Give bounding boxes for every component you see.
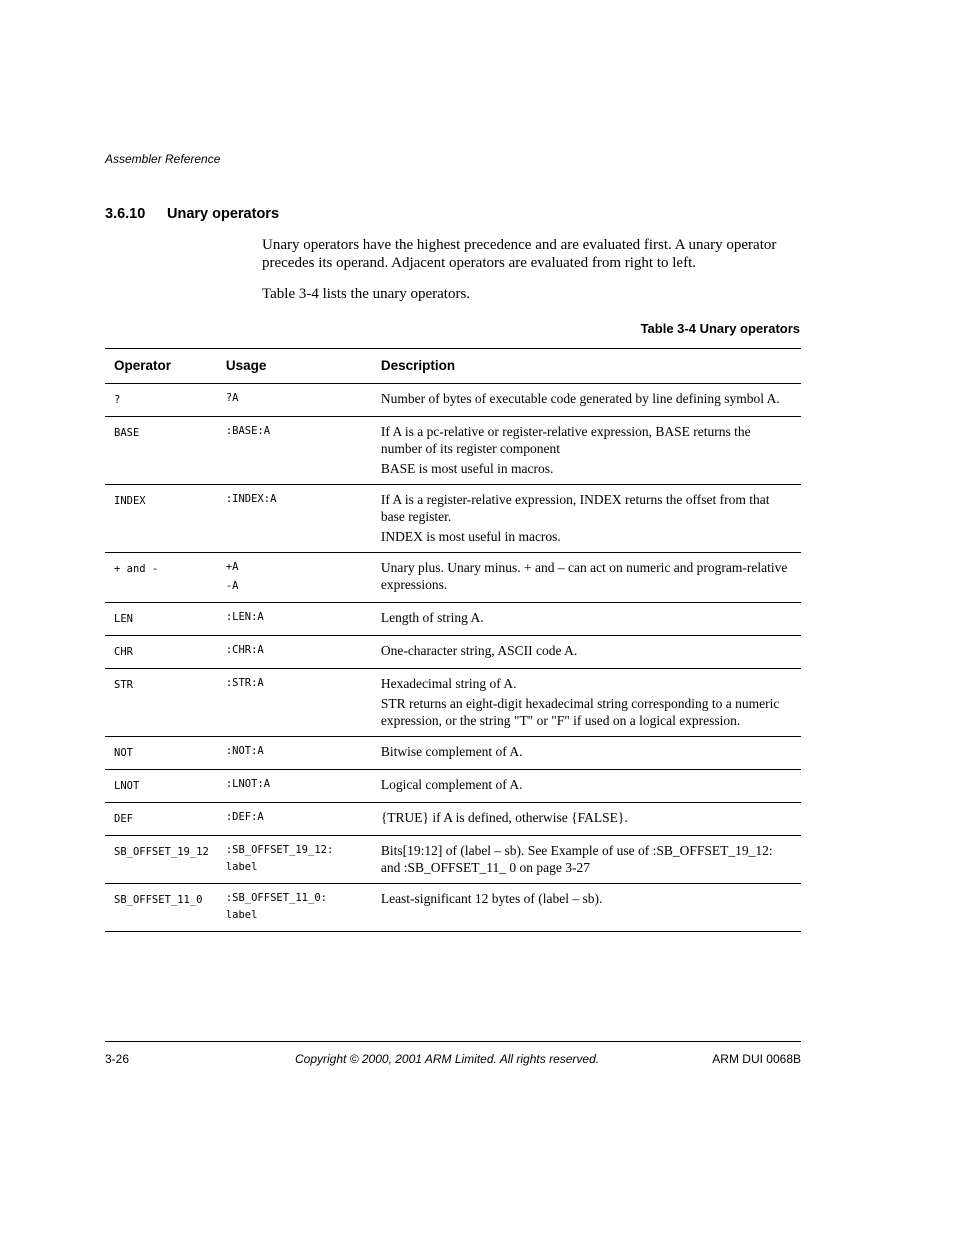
- description-cell: If A is a pc-relative or register-relative expression, BASE returns the number of its register component: [380, 424, 751, 456]
- section-heading: [105, 206, 279, 222]
- table-caption: Table 3-4 Unary operators: [640, 321, 800, 336]
- table-row: [105, 737, 801, 770]
- running-header: Assembler Reference: [105, 152, 221, 166]
- description-cell: Logical complement of A.: [380, 777, 523, 792]
- column-header-description: Description: [372, 349, 801, 384]
- usage-cell: :STR:A: [225, 677, 264, 689]
- usage-cell: :CHR:A: [225, 644, 264, 656]
- usage-cell: :LNOT:A: [225, 778, 271, 790]
- usage-cell: +A: [225, 561, 239, 573]
- description-note: INDEX is most useful in macros.: [380, 529, 561, 544]
- description-cell: One-character string, ASCII code A.: [380, 643, 578, 658]
- operator-cell: INDEX: [114, 495, 146, 507]
- column-header-usage: Usage: [217, 349, 372, 384]
- usage-cell: :BASE:A: [225, 425, 271, 437]
- table-row: [105, 603, 801, 636]
- section-number: 3.6.10: [105, 206, 146, 222]
- section-title: Unary operators: [167, 206, 280, 222]
- usage-cell: ?A: [225, 392, 239, 404]
- operator-cell: SB_OFFSET_19_12: [114, 846, 209, 858]
- operator-cell: + and -: [114, 563, 159, 575]
- usage-cell: :NOT:A: [225, 745, 264, 757]
- intro-text: [262, 236, 802, 316]
- intro-paragraph: Unary operators have the highest precedence and are evaluated first. A unary operator precedes its operand. Adjacent operators are evaluated from right to left.: [262, 237, 777, 271]
- operator-cell: BASE: [114, 427, 140, 439]
- table-row: [105, 384, 801, 417]
- description-cell: If A is a register-relative expression, INDEX returns the offset from that base register.: [380, 492, 770, 524]
- usage-cell: :SB_OFFSET_11_0: label: [225, 892, 327, 921]
- usage-cell: :INDEX:A: [225, 493, 277, 505]
- intro-paragraph: Table 3-4 lists the unary operators.: [262, 286, 471, 302]
- description-cell: Unary plus. Unary minus. + and – can act on numeric and program-relative expressions.: [380, 560, 788, 592]
- description-cell: Length of string A.: [380, 610, 484, 625]
- table-row: [105, 770, 801, 803]
- operator-cell: DEF: [114, 813, 133, 825]
- description-cell: Bitwise complement of A.: [380, 744, 523, 759]
- description-cell: {TRUE} if A is defined, otherwise {FALSE}.: [380, 810, 628, 825]
- table-header-row: [105, 349, 801, 384]
- usage-cell: :SB_OFFSET_19_12: label: [225, 844, 334, 873]
- table-row: [105, 884, 801, 932]
- usage-cell: :DEF:A: [225, 811, 264, 823]
- description-cell: Bits[19:12] of (label – sb). See Example of use of :SB_OFFSET_19_12: and :SB_OFFSET_11_ 0 on page 3-27: [380, 843, 773, 875]
- description-note: STR returns an eight-digit hexadecimal string corresponding to a numeric expression, or the string "T" or "F" if used on a logical expression.: [380, 696, 780, 728]
- copyright-notice: Copyright © 2000, 2001 ARM Limited. All rights reserved.: [295, 1052, 600, 1066]
- operator-cell: STR: [114, 679, 133, 691]
- operator-cell: LNOT: [114, 780, 140, 792]
- footer-rule: [105, 1041, 801, 1042]
- operator-cell: LEN: [114, 613, 133, 625]
- operator-cell: NOT: [114, 747, 133, 759]
- table-row: [105, 417, 801, 485]
- table-row: [105, 485, 801, 553]
- table-row: [105, 553, 801, 603]
- table-row: [105, 803, 801, 836]
- operator-cell: SB_OFFSET_11_0: [114, 894, 203, 906]
- description-cell: Hexadecimal string of A.: [380, 676, 517, 691]
- document-id: ARM DUI 0068B: [712, 1052, 801, 1066]
- column-header-operator: Operator: [105, 349, 217, 384]
- table-row: [105, 836, 801, 884]
- usage-cell: -A: [225, 580, 239, 592]
- table-row: [105, 636, 801, 669]
- usage-cell: :LEN:A: [225, 611, 264, 623]
- operator-cell: CHR: [114, 646, 133, 658]
- page-number: 3-26: [105, 1052, 130, 1066]
- table-row: [105, 669, 801, 737]
- operator-cell: ?: [114, 394, 121, 406]
- unary-operators-table: [105, 348, 801, 932]
- description-note: BASE is most useful in macros.: [380, 461, 554, 476]
- description-cell: Least-significant 12 bytes of (label – sb).: [380, 891, 603, 906]
- description-cell: Number of bytes of executable code generated by line defining symbol A.: [380, 391, 780, 406]
